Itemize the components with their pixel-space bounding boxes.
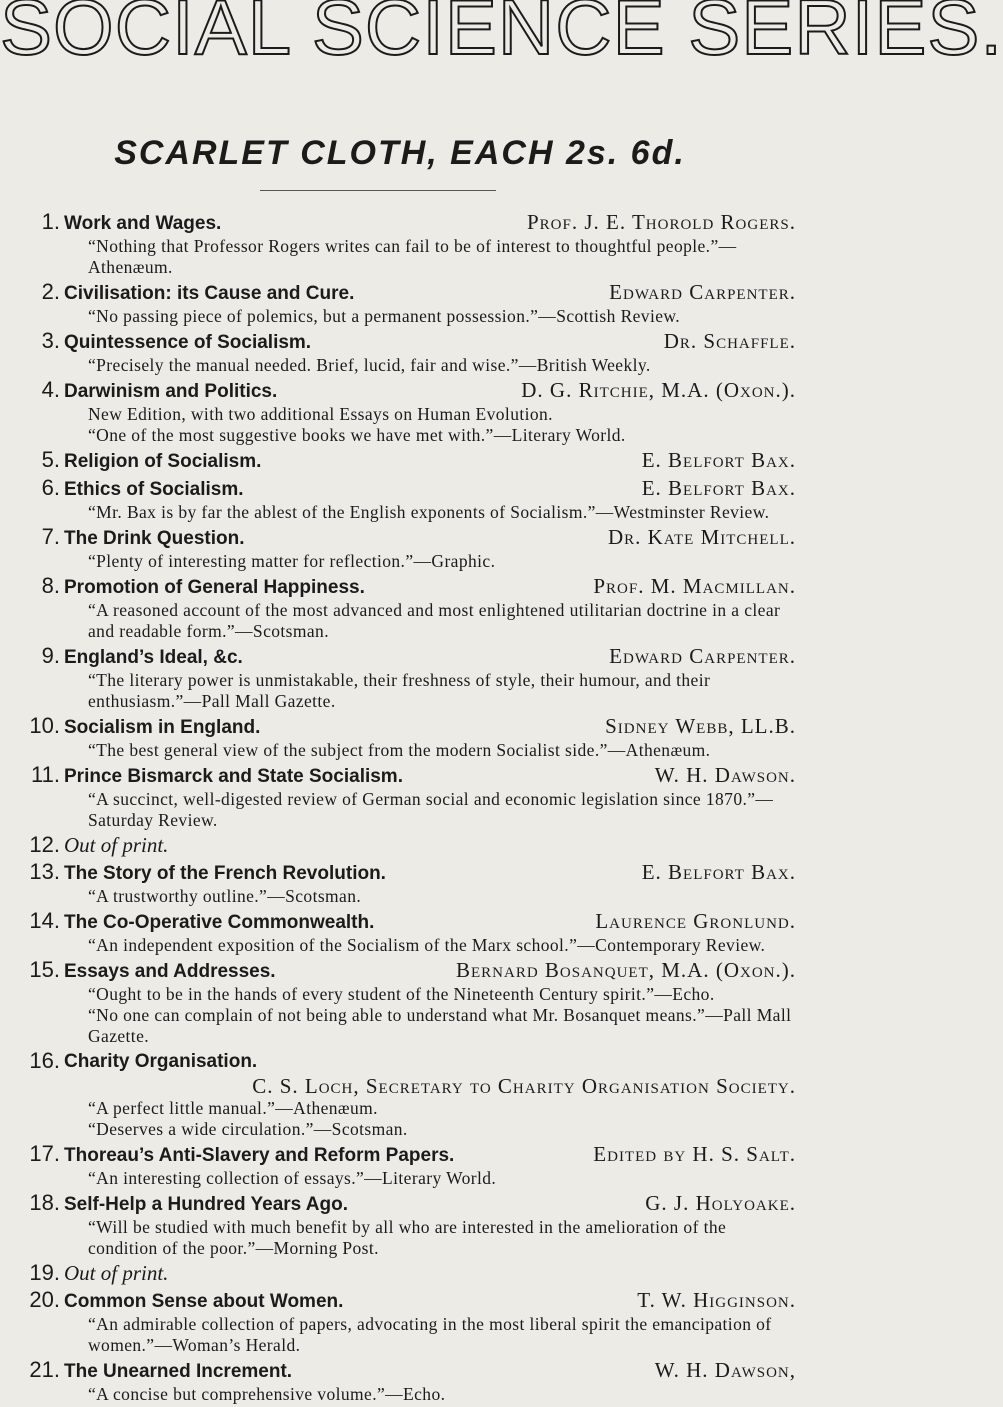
out-of-print-note: Out of print. — [64, 1261, 169, 1285]
book-author: Edward Carpenter. — [609, 280, 796, 304]
entry-heading — [64, 833, 796, 858]
list-item — [10, 644, 796, 712]
book-author: W. H. Dawson, — [654, 1358, 796, 1382]
book-title: Thoreau’s Anti-Slavery and Reform Papers. — [64, 1145, 455, 1166]
entry-number: 11. — [31, 762, 60, 787]
entry-number: 3. — [41, 328, 60, 353]
entry-heading — [64, 378, 796, 404]
book-author: W. H. Dawson. — [654, 763, 796, 787]
entry-number: 2. — [41, 279, 60, 304]
book-title: Civilisation: its Cause and Cure. — [64, 283, 355, 304]
review-quote: “Deserves a wide circulation.”—Scotsman. — [88, 1119, 408, 1139]
book-title: The Drink Question. — [64, 528, 245, 549]
entry-number: 19. — [29, 1260, 60, 1285]
entry-heading — [64, 525, 796, 551]
review-quote: “A reasoned account of the most advanced and most enlightened utilitarian doctrine in a clear and readable form.”—Scotsman. — [88, 600, 781, 641]
review-quote: “Mr. Bax is by far the ablest of the English exponents of Socialism.”—Westminster Review. — [88, 502, 770, 522]
book-author: Edward Carpenter. — [609, 644, 796, 668]
review-quote: “The literary power is unmistakable, their freshness of style, their humour, and their enthusiasm.”—Pall Mall Gazette. — [88, 670, 711, 711]
price-subtitle: SCARLET CLOTH, EACH 2s. 6d. — [114, 134, 686, 172]
entry-heading — [64, 714, 796, 740]
book-title: Quintessence of Socialism. — [64, 332, 312, 353]
entry-heading — [64, 909, 796, 935]
entry-heading — [64, 329, 796, 355]
review-quote: “One of the most suggestive books we have met with.”—Literary World. — [88, 425, 626, 445]
entry-heading — [64, 1261, 796, 1286]
list-item — [10, 574, 796, 642]
review-quote: “A concise but comprehensive volume.”—Echo. — [88, 1384, 446, 1404]
entry-heading — [64, 1142, 796, 1168]
list-item — [10, 1049, 796, 1140]
entry-number: 16. — [29, 1048, 60, 1073]
book-author: D. G. Ritchie, M.A. (Oxon.). — [521, 378, 796, 402]
entry-number: 9. — [41, 643, 60, 668]
entry-number: 18. — [29, 1190, 60, 1215]
book-title: Prince Bismarck and State Socialism. — [64, 766, 403, 787]
book-author: T. W. Higginson. — [637, 1288, 796, 1312]
entry-number: 13. — [29, 859, 60, 884]
review-quote: “No one can complain of not being able to understand what Mr. Bosanquet means.”—Pall Mall Gazette. — [88, 1005, 792, 1046]
book-list — [10, 210, 796, 1407]
entry-number: 6. — [41, 475, 60, 500]
book-author: Prof. M. Macmillan. — [593, 574, 796, 598]
entry-heading — [64, 280, 796, 306]
list-item — [10, 1358, 796, 1405]
entry-heading — [64, 476, 796, 502]
list-item — [10, 1288, 796, 1356]
out-of-print-note: Out of print. — [64, 833, 169, 857]
review-quote: “Nothing that Professor Rogers writes can fail to be of interest to thoughtful people.”—Athenæum. — [88, 236, 737, 277]
entry-heading — [64, 448, 796, 474]
review-quote: “Will be studied with much benefit by all who are interested in the amelioration of the condition of the poor.”—Morning Post. — [88, 1217, 727, 1258]
list-item — [10, 378, 796, 446]
book-title: The Story of the French Revolution. — [64, 863, 386, 884]
book-author: Dr. Kate Mitchell. — [608, 525, 796, 549]
list-item — [10, 833, 796, 858]
book-author: Prof. J. E. Thorold Rogers. — [527, 210, 796, 234]
book-title: Charity Organisation. — [64, 1051, 258, 1072]
list-item — [10, 909, 796, 956]
divider — [260, 190, 496, 191]
list-item — [10, 714, 796, 761]
entry-number: 12. — [29, 832, 60, 857]
entry-number: 1. — [41, 209, 60, 234]
review-quote: “A perfect little manual.”—Athenæum. — [88, 1098, 378, 1118]
entry-heading — [64, 574, 796, 600]
book-title: Darwinism and Politics. — [64, 381, 278, 402]
list-item — [10, 448, 796, 474]
book-title: Self-Help a Hundred Years Ago. — [64, 1194, 349, 1215]
list-item — [10, 860, 796, 907]
list-item — [10, 1191, 796, 1259]
book-title: The Unearned Increment. — [64, 1361, 293, 1382]
entry-heading — [64, 1358, 796, 1384]
book-author: E. Belfort Bax. — [641, 476, 796, 500]
entry-number: 17. — [29, 1141, 60, 1166]
entry-heading — [64, 644, 796, 670]
book-title: Work and Wages. — [64, 213, 222, 234]
review-quote: “An interesting collection of essays.”—Literary World. — [88, 1168, 497, 1188]
book-title: Essays and Addresses. — [64, 961, 276, 982]
entry-number: 8. — [41, 573, 60, 598]
series-title: SOCIAL SCIENCE SERIES. — [0, 0, 1003, 71]
entry-number: 14. — [29, 908, 60, 933]
review-quote: New Edition, with two additional Essays on Human Evolution. — [88, 404, 553, 424]
entry-number: 5. — [41, 447, 60, 472]
book-author: Edited by H. S. Salt. — [593, 1142, 796, 1166]
entry-heading — [64, 958, 796, 984]
list-item — [10, 210, 796, 278]
book-title: England’s Ideal, &c. — [64, 647, 243, 668]
review-quote: “An admirable collection of papers, advocating in the most liberal spirit the emancipation of women.”—Woman’s Herald. — [88, 1314, 772, 1355]
book-title: The Co-Operative Commonwealth. — [64, 912, 375, 933]
list-item — [10, 280, 796, 327]
book-author: Sidney Webb, LL.B. — [605, 714, 796, 738]
entry-number: 20. — [29, 1287, 60, 1312]
book-title: Socialism in England. — [64, 717, 261, 738]
book-author: G. J. Holyoake. — [645, 1191, 796, 1215]
entry-number: 4. — [41, 377, 60, 402]
entry-number: 15. — [29, 957, 60, 982]
book-author: E. Belfort Bax. — [641, 860, 796, 884]
entry-number: 7. — [41, 524, 60, 549]
book-author: Bernard Bosanquet, M.A. (Oxon.). — [455, 958, 796, 982]
entry-heading — [64, 210, 796, 236]
review-quote: “An independent exposition of the Socialism of the Marx school.”—Contemporary Review. — [88, 935, 766, 955]
book-title: Religion of Socialism. — [64, 451, 262, 472]
entry-number: 21. — [29, 1357, 60, 1382]
book-author: E. Belfort Bax. — [641, 448, 796, 472]
list-item — [10, 1142, 796, 1189]
list-item — [10, 958, 796, 1047]
book-author: Dr. Schaffle. — [663, 329, 796, 353]
review-quote: “A succinct, well-digested review of German social and economic legislation since 1870.”—Saturday Review. — [88, 789, 774, 830]
entry-number: 10. — [29, 713, 60, 738]
entry-heading — [64, 860, 796, 886]
review-quote: “Plenty of interesting matter for reflection.”—Graphic. — [88, 551, 496, 571]
book-title: Promotion of General Happiness. — [64, 577, 365, 598]
book-title: Ethics of Socialism. — [64, 479, 244, 500]
book-title: Common Sense about Women. — [64, 1291, 344, 1312]
list-item — [10, 763, 796, 831]
review-quote: “Ought to be in the hands of every student of the Nineteenth Century spirit.”—Echo. — [88, 984, 715, 1004]
book-author: Laurence Gronlund. — [595, 909, 796, 933]
review-quote: “Precisely the manual needed. Brief, lucid, fair and wise.”—British Weekly. — [88, 355, 651, 375]
entry-heading — [64, 1191, 796, 1217]
list-item — [10, 329, 796, 376]
book-author: C. S. Loch, Secretary to Charity Organisation Society. — [252, 1074, 796, 1098]
list-item — [10, 1261, 796, 1286]
review-quote: “The best general view of the subject from the modern Socialist side.”—Athenæum. — [88, 740, 711, 760]
list-item — [10, 476, 796, 523]
list-item — [10, 525, 796, 572]
review-quote: “No passing piece of polemics, but a permanent possession.”—Scottish Review. — [88, 306, 681, 326]
entry-heading — [64, 763, 796, 789]
entry-heading — [64, 1049, 796, 1074]
entry-heading — [64, 1288, 796, 1314]
review-quote: “A trustworthy outline.”—Scotsman. — [88, 886, 362, 906]
